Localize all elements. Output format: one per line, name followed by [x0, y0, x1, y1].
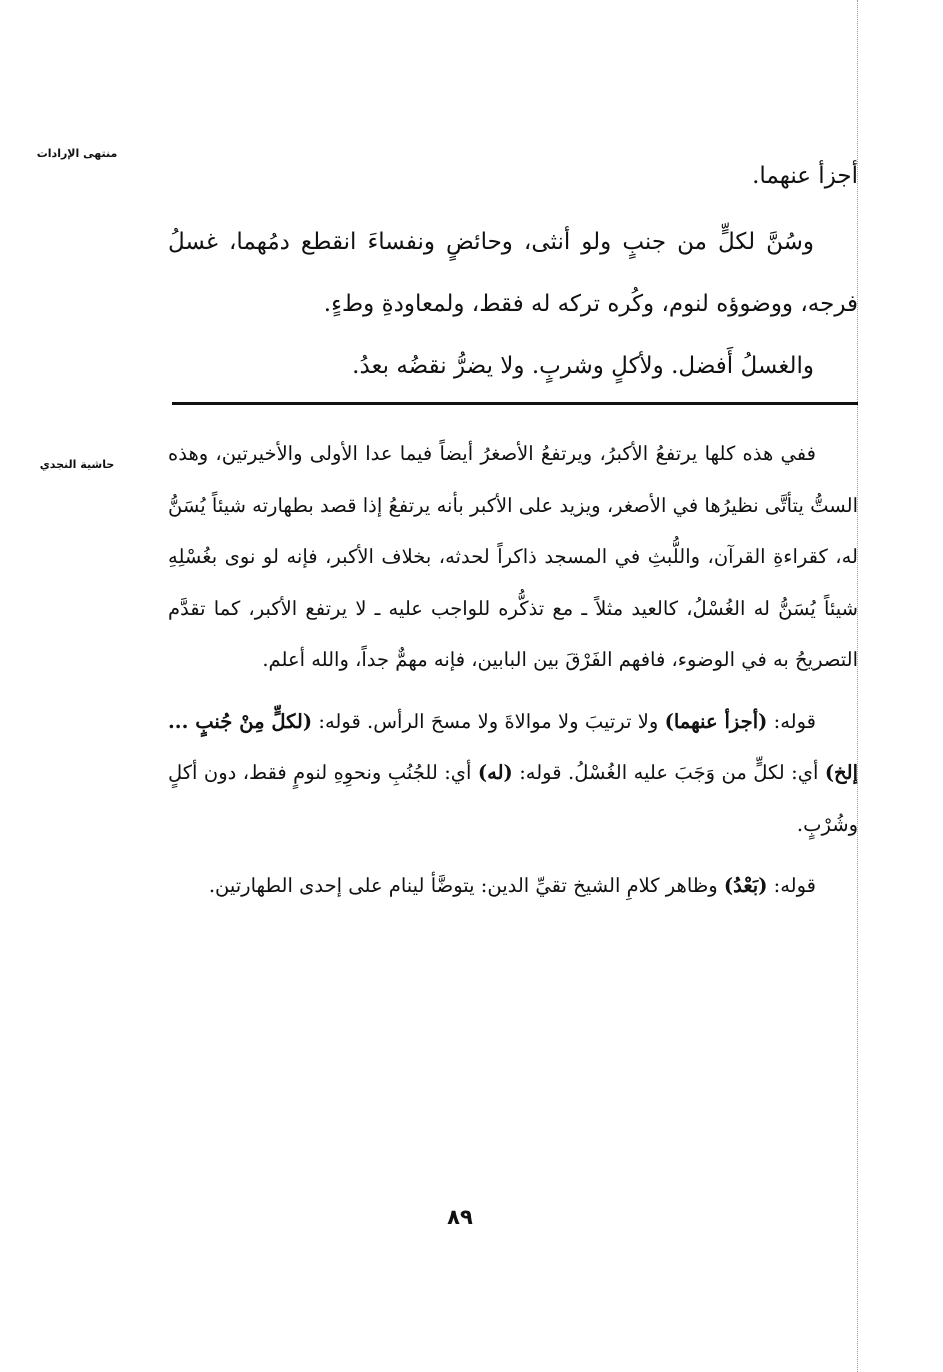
commentary-text: أي: لكلٍّ من وَجَبَ عليه الغُسْلُ. قوله: [512, 761, 825, 784]
commentary-paragraph [168, 696, 858, 851]
commentary-title-label: حاشية النجدي [39, 458, 115, 471]
commentary-text: وظاهر كلامِ الشيخ تقيِّ الدين: يتوضَّأ لينام على إحدى الطهارتين. [208, 874, 724, 897]
quoted-phrase: (لكلٍّ مِنْ جُنبٍ ... إلخ) [168, 709, 858, 784]
commentary-paragraph [168, 860, 858, 912]
quoted-phrase: (أجزأ عنهما) [664, 709, 768, 733]
main-text-paragraph: وسُنَّ لكلٍّ من جنبٍ ولو أنثى، وحائضٍ ونفساءَ انقطع دمُهما، غسلُ فرجه، ووضوؤه لنوم، وكُره تركه له فقط، ولمعاودةِ وطءٍ. [168, 229, 858, 317]
commentary-text: أي: للجُنُبِ ونحوِهِ لنومٍ فقط، دون أكلٍ وشُرْبٍ. [168, 761, 858, 836]
commentary-text: قوله: [767, 874, 816, 897]
main-text-block [168, 145, 858, 397]
commentary-block [168, 428, 858, 922]
section-separator [172, 402, 858, 405]
commentary-text: قوله: [767, 709, 816, 733]
main-text-paragraph: والغسلُ أَفضل. ولأكلٍ وشربٍ. ولا يضرُّ نقضُه بعدُ. [352, 353, 814, 379]
main-text-line: أجزأ عنهما. [752, 163, 858, 189]
book-title-label: منتهى الإرادات [36, 147, 118, 160]
commentary-paragraph: ففي هذه كلها يرتفعُ الأكبرُ، ويرتفعُ الأصغرُ أيضاً فيما عدا الأولى والأخيرتين، وهذه الستُّ يتأتَّى نظيرُها في الأصغر، ويزيد على الأكبر بأنه يرتفعُ إذا قصد بطهارته شيئاً يُسَنُّ له، كقراءةِ القرآن، واللُّبثِ في المسجد ذاكراً لحدثه، بخلاف الأكبر، فإنه لو نوى بغُسْلِهِ شيئاً يُسَنُّ له الغُسْلُ، كالعيد مثلاً ـ مع تذكُّره للواجب عليه ـ لا يرتفع الأكبر، كما تقدَّم التصريحُ به في الوضوء، فافهم الفَرْقَ بين البابين، فإنه مهمٌّ جداً، والله أعلم. [168, 442, 858, 671]
commentary-text: ولا ترتيبَ ولا موالاةَ ولا مسحَ الرأس. قوله: [312, 709, 665, 733]
quoted-phrase: (بَعْدُ) [723, 874, 768, 897]
quoted-phrase: (له) [477, 761, 513, 784]
page-number: ٨٩ [447, 1205, 473, 1229]
